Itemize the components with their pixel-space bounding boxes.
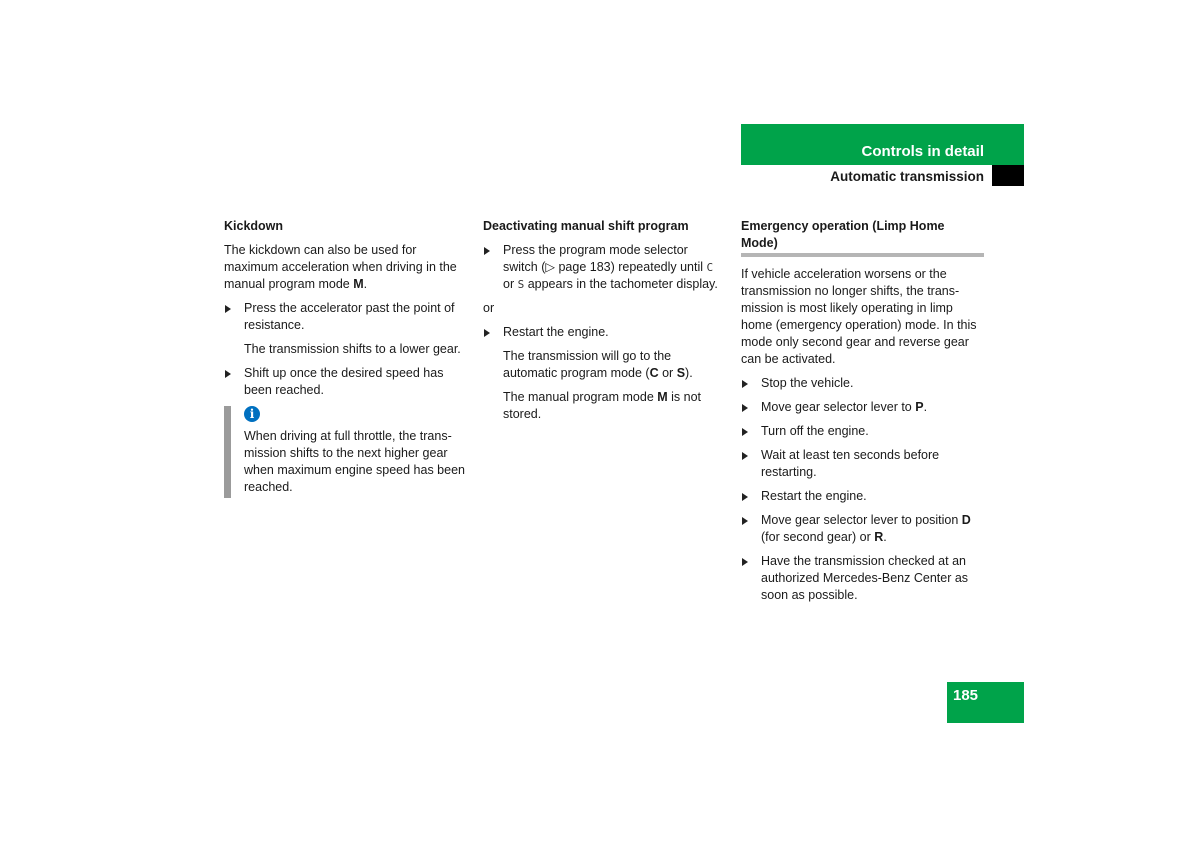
info-note [224,406,468,498]
section-header-band [741,124,1024,165]
info-note-text: When driving at full throttle, the trans-mission shifts to the next higher gear when maximum engine speed has been reached. [244,429,465,494]
deactivate-step: Press the program mode selector switch (▷ page 183) repeatedly until C or S appears in the tachometer display. [483,242,723,293]
header-tab-marker [992,165,1024,186]
emergency-column [741,218,984,611]
bullet-arrow-icon [742,558,748,566]
bullet-arrow-icon [742,380,748,388]
bullet-arrow-icon [484,247,490,255]
display-char-s: S [517,278,525,291]
emergency-step: Move gear selector lever to position D (for second gear) or R. [741,512,984,546]
bullet-arrow-icon [742,493,748,501]
emergency-step: Have the transmission checked at an authorized Mercedes-Benz Center as soon as possible. [741,553,984,604]
kickdown-step-result: The transmission shifts to a lower gear. [244,342,461,356]
section-title: Controls in detail [861,143,984,160]
kickdown-intro: The kickdown can also be used for maximum acceleration when driving in the manual program mode M. [224,243,457,291]
kickdown-heading: Kickdown [224,219,284,233]
emergency-step: Turn off the engine. [741,423,984,440]
or-separator: or [483,301,495,315]
bullet-arrow-icon [742,452,748,460]
deactivate-column [483,218,723,430]
bullet-arrow-icon [742,404,748,412]
emergency-step: Wait at least ten seconds before restarting. [741,447,984,481]
bullet-arrow-icon [484,329,490,337]
emergency-step: Restart the engine. [741,488,984,505]
page-number: 185 [947,682,1024,723]
emergency-step: Move gear selector lever to P. [741,399,984,416]
bullet-arrow-icon [742,428,748,436]
kickdown-step: Shift up once the desired speed has been reached. [224,365,468,399]
kickdown-step: Press the accelerator past the point of resistance. [224,300,468,334]
bullet-arrow-icon [225,370,231,378]
display-char-c: C [706,261,714,274]
page-reference: ▷ page 183 [545,260,611,274]
emergency-step: Stop the vehicle. [741,375,984,392]
emergency-intro: If vehicle acceleration worsens or the transmission no longer shifts, the trans-mission is most likely operating in limp home (emergency operation) mode. In this mode only second gear and reverse gear can be activated. [741,267,977,366]
info-icon: i [244,406,260,422]
deactivate-result: The transmission will go to the automatic program mode (C or S). [503,349,693,380]
deactivate-step: Restart the engine. [483,324,723,341]
emergency-heading: Emergency operation (Limp Home Mode) [741,218,984,257]
deactivate-heading: Deactivating manual shift program [483,219,689,233]
bullet-arrow-icon [225,305,231,313]
kickdown-column [224,218,468,498]
bullet-arrow-icon [742,517,748,525]
deactivate-result: The manual program mode M is not stored. [503,390,702,421]
subsection-title: Automatic transmission [830,169,984,184]
